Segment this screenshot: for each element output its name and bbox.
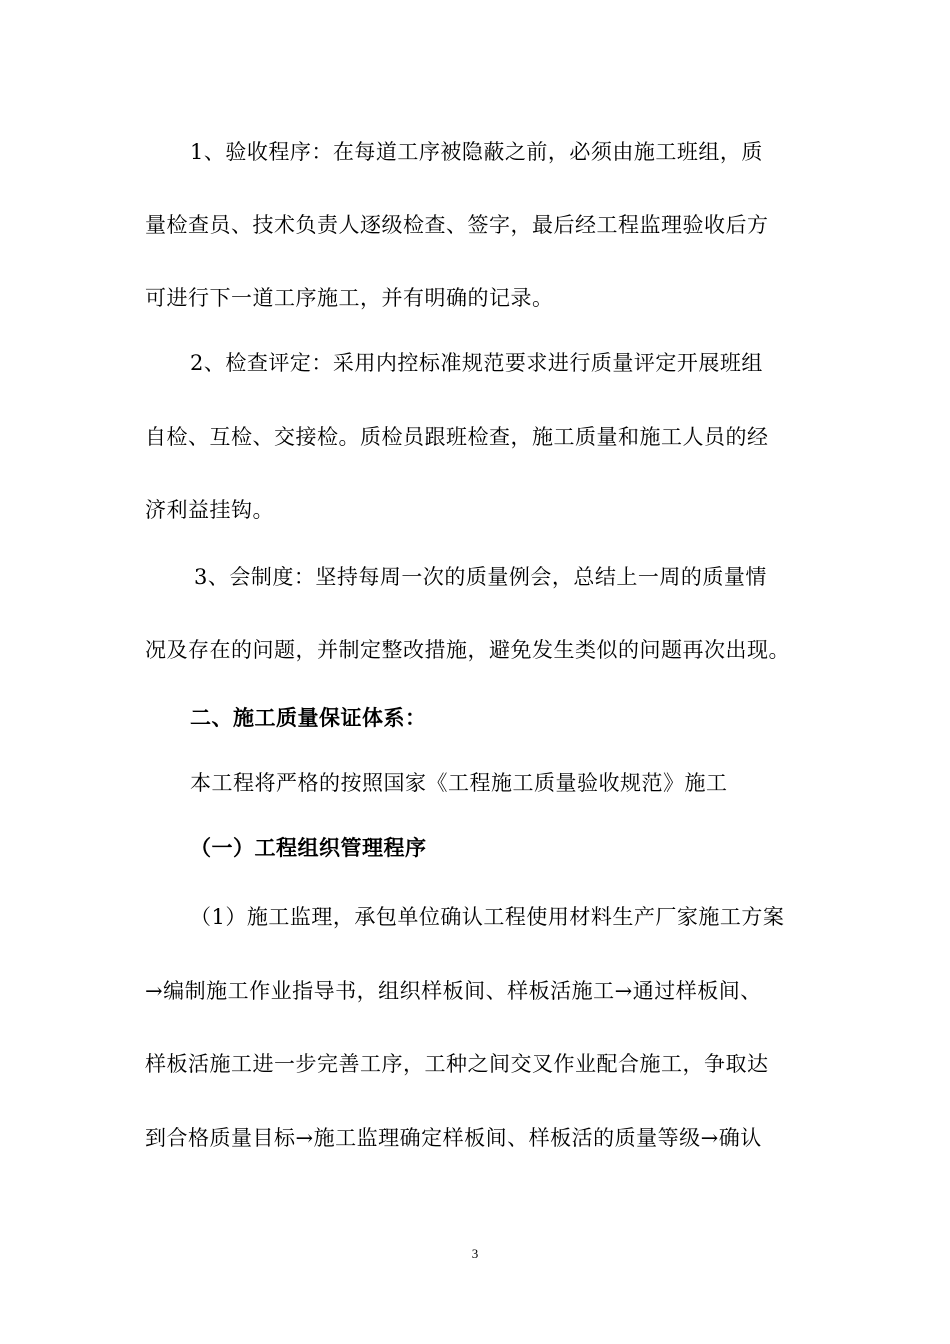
paragraph-2-line-2: 自检、互检、交接检。质检员跟班检查，施工质量和施工人员的经 [145, 425, 769, 449]
paragraph-4-line-2: →编制施工作业指导书，组织样板间、样板活施工→通过样板间、 [145, 979, 762, 1003]
paragraph-1-line-1: 1、验收程序：在每道工序被隐蔽之前，必须由施工班组，质 [190, 140, 763, 164]
paragraph-1-line-2: 量检查员、技术负责人逐级检查、签字，最后经工程监理验收后方 [145, 213, 769, 237]
subsection-heading: （一）工程组织管理程序 [190, 835, 427, 860]
paragraph-4-line-4: 到合格质量目标→施工监理确定样板间、样板活的质量等级→确认 [145, 1126, 762, 1150]
paragraph-3-line-1: 3、会制度：坚持每周一次的质量例会，总结上一周的质量情 [194, 565, 767, 589]
paragraph-2-line-3: 济利益挂钩。 [145, 498, 274, 522]
paragraph-4-line-3: 样板活施工进一步完善工序，工种之间交叉作业配合施工，争取达 [145, 1052, 769, 1076]
paragraph-2-line-1: 2、检查评定：采用内控标准规范要求进行质量评定开展班组 [190, 351, 763, 375]
paragraph-1-line-3: 可进行下一道工序施工，并有明确的记录。 [145, 286, 554, 310]
section-heading: 二、施工质量保证体系： [190, 705, 427, 730]
intro-line: 本工程将严格的按照国家《工程施工质量验收规范》施工 [190, 771, 728, 795]
page-number: 3 [471, 1246, 479, 1261]
paragraph-3-line-2: 况及存在的问题，并制定整改措施，避免发生类似的问题再次出现。 [145, 638, 790, 662]
paragraph-4-line-1: （1）施工监理，承包单位确认工程使用材料生产厂家施工方案 [190, 905, 785, 929]
